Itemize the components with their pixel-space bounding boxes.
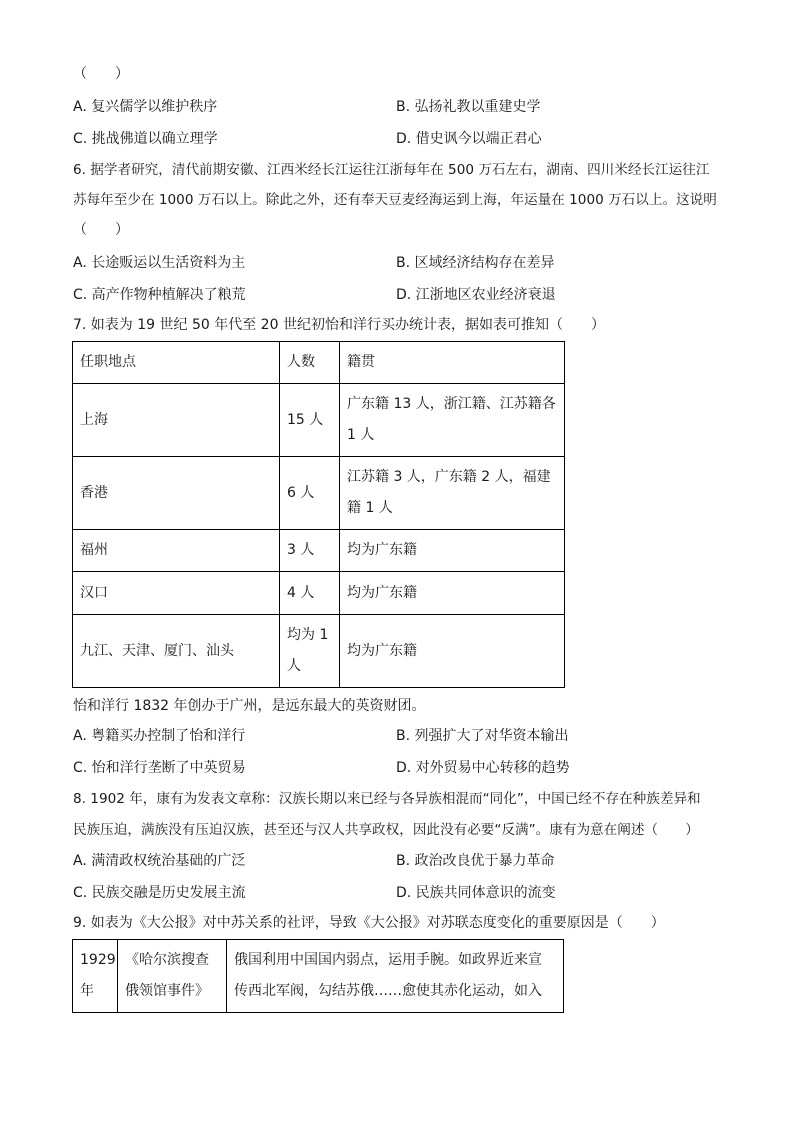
q6-answer-paren: （ ）	[73, 222, 129, 238]
q5-option-c: C. 挑战佛道以确立理学	[73, 131, 218, 147]
cell-count: 3 人	[280, 530, 340, 572]
q7-option-a: A. 粤籍买办控制了怡和洋行	[73, 728, 246, 744]
q6-stem-line1: 6. 据学者研究，清代前期安徽、江西米经长江运往江浙每年在 500 万石左右，湖南、四川米经长江运往江	[73, 162, 710, 178]
cell-origin-line2: 1 人	[347, 427, 375, 443]
table-row	[73, 384, 565, 457]
cell-location: 香港	[73, 457, 280, 530]
q7-stem: 7. 如表为 19 世纪 50 年代至 20 世纪初怡和洋行买办统计表，据如表可推知（ ）	[73, 317, 605, 333]
q9-stem: 9. 如表为《大公报》对中苏关系的社评，导致《大公报》对苏联态度变化的重要原因是（ ）	[73, 915, 665, 931]
table-row	[73, 615, 565, 688]
cell-location: 上海	[73, 384, 280, 457]
q6-option-a: A. 长途贩运以生活资料为主	[73, 255, 246, 271]
cell-origin: 均为广东籍	[340, 572, 565, 615]
cell-origin	[340, 384, 565, 457]
cell-location: 汉口	[73, 572, 280, 615]
cell-count-line1: 均为 1	[287, 627, 329, 643]
q5-option-b: B. 弘扬礼教以重建史学	[396, 99, 541, 115]
cell-origin	[340, 457, 565, 530]
q5-option-d: D. 借史讽今以端正君心	[396, 131, 542, 147]
header-origin: 籍贯	[340, 342, 565, 384]
cell-count: 15 人	[280, 384, 340, 457]
cell-content-line2: 传西北军阀，勾结苏俄……愈使其赤化运动，如入	[234, 983, 542, 999]
cell-count: 6 人	[280, 457, 340, 530]
q7-option-c: C. 怡和洋行垄断了中英贸易	[73, 760, 246, 776]
cell-origin-line1: 广东籍 13 人，浙江籍、江苏籍各	[347, 396, 556, 412]
q5-answer-paren: （ ）	[73, 66, 129, 82]
q8-option-c: C. 民族交融是历史发展主流	[73, 885, 246, 901]
cell-year-line1: 1929	[80, 952, 116, 968]
cell-title	[118, 940, 227, 1013]
cell-origin: 均为广东籍	[340, 615, 565, 688]
cell-origin: 均为广东籍	[340, 530, 565, 572]
cell-content-line1: 俄国利用中国国内弱点，运用手腕。如政界近来宣	[234, 952, 542, 968]
q8-option-d: D. 民族共同体意识的流变	[396, 885, 556, 901]
q7-option-b: B. 列强扩大了对华资本输出	[396, 728, 569, 744]
header-count: 人数	[280, 342, 340, 384]
cell-count: 4 人	[280, 572, 340, 615]
q7-option-d: D. 对外贸易中心转移的趋势	[396, 760, 570, 776]
q6-option-b: B. 区域经济结构存在差异	[396, 255, 555, 271]
q8-stem-line1: 8. 1902 年，康有为发表文章称：汉族长期以来已经与各异族相混而“同化”，中国已经不存在种族差异和	[73, 791, 701, 807]
q7-comprador-table	[72, 341, 565, 688]
cell-origin-line1: 江苏籍 3 人，广东籍 2 人，福建	[347, 469, 551, 485]
cell-location: 九江、天津、厦门、汕头	[73, 615, 280, 688]
table-row	[73, 940, 564, 1013]
cell-count-line2: 人	[287, 658, 301, 674]
q8-stem-line2: 民族压迫，满族没有压迫汉族，甚至还与汉人共享政权，因此没有必要“反满”。康有为意在阐述（ ）	[73, 822, 699, 838]
cell-title-line2: 俄领馆事件》	[125, 983, 209, 999]
q6-stem-line2: 苏每年至少在 1000 万石以上。除此之外，还有奉天豆麦经海运到上海，年运量在 1000 万石以上。这说明	[73, 192, 717, 208]
table-row	[73, 457, 565, 530]
table-header-row	[73, 342, 565, 384]
cell-year-line2: 年	[80, 983, 94, 999]
q5-option-a: A. 复兴儒学以维护秩序	[73, 99, 218, 115]
cell-location: 福州	[73, 530, 280, 572]
q8-option-b: B. 政治改良优于暴力革命	[396, 853, 555, 869]
table-row	[73, 530, 565, 572]
cell-count	[280, 615, 340, 688]
cell-year	[73, 940, 118, 1013]
cell-content	[227, 940, 564, 1013]
cell-title-line1: 《哈尔滨搜查	[125, 952, 209, 968]
cell-origin-line2: 籍 1 人	[347, 500, 393, 516]
table-row	[73, 572, 565, 615]
q9-editorial-table	[72, 939, 564, 1013]
q8-option-a: A. 满清政权统治基础的广泛	[73, 853, 246, 869]
header-location: 任职地点	[73, 342, 280, 384]
q7-table-note: 怡和洋行 1832 年创办于广州，是远东最大的英资财团。	[73, 698, 426, 714]
q6-option-c: C. 高产作物种植解决了粮荒	[73, 287, 246, 303]
q6-option-d: D. 江浙地区农业经济衰退	[396, 287, 556, 303]
